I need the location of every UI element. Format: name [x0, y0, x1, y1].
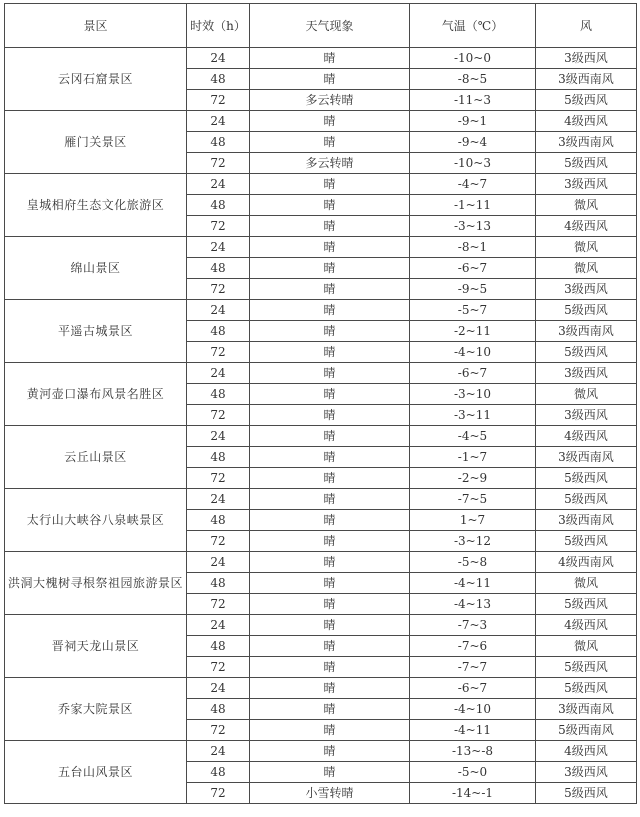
lead-time-cell: 24	[187, 363, 250, 384]
weather-cell: 多云转晴	[250, 153, 410, 174]
wind-cell: 3级西风	[536, 174, 637, 195]
wind-cell: 5级西南风	[536, 720, 637, 741]
lead-time-cell: 24	[187, 741, 250, 762]
lead-time-cell: 48	[187, 447, 250, 468]
lead-time-cell: 48	[187, 510, 250, 531]
wind-cell: 5级西风	[536, 342, 637, 363]
lead-time-cell: 24	[187, 678, 250, 699]
temperature-cell: -1~7	[410, 447, 536, 468]
table-row	[5, 300, 637, 321]
lead-time-cell: 48	[187, 384, 250, 405]
area-name-cell: 太行山大峡谷八泉峡景区	[5, 489, 187, 552]
wind-cell: 4级西风	[536, 216, 637, 237]
weather-cell: 晴	[250, 447, 410, 468]
temperature-cell: -7~3	[410, 615, 536, 636]
temperature-cell: -4~11	[410, 573, 536, 594]
weather-cell: 晴	[250, 300, 410, 321]
temperature-cell: -4~5	[410, 426, 536, 447]
temperature-cell: -4~10	[410, 699, 536, 720]
header-area: 景区	[5, 4, 187, 48]
wind-cell: 3级西南风	[536, 69, 637, 90]
temperature-cell: -14~-1	[410, 783, 536, 804]
weather-cell: 晴	[250, 279, 410, 300]
lead-time-cell: 72	[187, 783, 250, 804]
temperature-cell: -10~3	[410, 153, 536, 174]
lead-time-cell: 48	[187, 258, 250, 279]
weather-cell: 晴	[250, 363, 410, 384]
wind-cell: 3级西风	[536, 363, 637, 384]
lead-time-cell: 24	[187, 237, 250, 258]
weather-cell: 晴	[250, 48, 410, 69]
weather-cell: 晴	[250, 321, 410, 342]
weather-cell: 晴	[250, 657, 410, 678]
wind-cell: 3级西南风	[536, 321, 637, 342]
temperature-cell: -1~11	[410, 195, 536, 216]
area-name-cell: 绵山景区	[5, 237, 187, 300]
header-temperature: 气温（℃）	[410, 4, 536, 48]
area-name-cell: 乔家大院景区	[5, 678, 187, 741]
temperature-cell: -5~8	[410, 552, 536, 573]
weather-cell: 晴	[250, 132, 410, 153]
weather-cell: 多云转晴	[250, 90, 410, 111]
temperature-cell: -6~7	[410, 258, 536, 279]
temperature-cell: -9~4	[410, 132, 536, 153]
lead-time-cell: 24	[187, 300, 250, 321]
lead-time-cell: 48	[187, 573, 250, 594]
wind-cell: 3级西南风	[536, 447, 637, 468]
wind-cell: 3级西南风	[536, 699, 637, 720]
lead-time-cell: 72	[187, 279, 250, 300]
weather-cell: 晴	[250, 174, 410, 195]
temperature-cell: -4~10	[410, 342, 536, 363]
temperature-cell: -9~1	[410, 111, 536, 132]
lead-time-cell: 72	[187, 720, 250, 741]
temperature-cell: -3~10	[410, 384, 536, 405]
weather-cell: 晴	[250, 384, 410, 405]
wind-cell: 3级西南风	[536, 510, 637, 531]
wind-cell: 5级西风	[536, 783, 637, 804]
weather-cell: 小雪转晴	[250, 783, 410, 804]
weather-cell: 晴	[250, 699, 410, 720]
temperature-cell: -7~7	[410, 657, 536, 678]
weather-cell: 晴	[250, 594, 410, 615]
temperature-cell: -7~6	[410, 636, 536, 657]
weather-cell: 晴	[250, 342, 410, 363]
lead-time-cell: 72	[187, 216, 250, 237]
lead-time-cell: 24	[187, 489, 250, 510]
weather-cell: 晴	[250, 489, 410, 510]
lead-time-cell: 48	[187, 69, 250, 90]
temperature-cell: -7~5	[410, 489, 536, 510]
temperature-cell: -13~-8	[410, 741, 536, 762]
temperature-cell: -3~13	[410, 216, 536, 237]
table-row	[5, 741, 637, 762]
temperature-cell: -5~0	[410, 762, 536, 783]
area-name-cell: 洪洞大槐树寻根祭祖园旅游景区	[5, 552, 187, 615]
weather-cell: 晴	[250, 405, 410, 426]
weather-cell: 晴	[250, 741, 410, 762]
area-name-cell: 晋祠天龙山景区	[5, 615, 187, 678]
wind-cell: 5级西风	[536, 531, 637, 552]
weather-cell: 晴	[250, 636, 410, 657]
table-row	[5, 552, 637, 573]
header-row	[5, 4, 637, 48]
weather-cell: 晴	[250, 573, 410, 594]
temperature-cell: -8~5	[410, 69, 536, 90]
area-name-cell: 黄河壶口瀑布风景名胜区	[5, 363, 187, 426]
header-lead-time: 时效（h）	[187, 4, 250, 48]
temperature-cell: -10~0	[410, 48, 536, 69]
wind-cell: 微风	[536, 636, 637, 657]
area-name-cell: 云冈石窟景区	[5, 48, 187, 111]
weather-cell: 晴	[250, 426, 410, 447]
lead-time-cell: 24	[187, 426, 250, 447]
wind-cell: 3级西风	[536, 48, 637, 69]
wind-cell: 微风	[536, 258, 637, 279]
weather-cell: 晴	[250, 258, 410, 279]
weather-cell: 晴	[250, 216, 410, 237]
lead-time-cell: 24	[187, 111, 250, 132]
wind-cell: 3级西风	[536, 762, 637, 783]
weather-cell: 晴	[250, 510, 410, 531]
wind-cell: 5级西风	[536, 657, 637, 678]
wind-cell: 微风	[536, 384, 637, 405]
weather-cell: 晴	[250, 720, 410, 741]
weather-cell: 晴	[250, 552, 410, 573]
header-wind: 风	[536, 4, 637, 48]
lead-time-cell: 72	[187, 531, 250, 552]
header-weather: 天气现象	[250, 4, 410, 48]
temperature-cell: -9~5	[410, 279, 536, 300]
lead-time-cell: 48	[187, 762, 250, 783]
table-row	[5, 678, 637, 699]
table-row	[5, 615, 637, 636]
wind-cell: 5级西风	[536, 468, 637, 489]
temperature-cell: -6~7	[410, 678, 536, 699]
table-row	[5, 426, 637, 447]
weather-cell: 晴	[250, 615, 410, 636]
lead-time-cell: 72	[187, 468, 250, 489]
weather-cell: 晴	[250, 762, 410, 783]
temperature-cell: -3~11	[410, 405, 536, 426]
weather-cell: 晴	[250, 111, 410, 132]
lead-time-cell: 24	[187, 48, 250, 69]
table-row	[5, 237, 637, 258]
lead-time-cell: 72	[187, 405, 250, 426]
wind-cell: 4级西风	[536, 615, 637, 636]
area-name-cell: 云丘山景区	[5, 426, 187, 489]
wind-cell: 微风	[536, 195, 637, 216]
lead-time-cell: 48	[187, 195, 250, 216]
temperature-cell: -5~7	[410, 300, 536, 321]
wind-cell: 4级西南风	[536, 552, 637, 573]
wind-cell: 5级西风	[536, 153, 637, 174]
lead-time-cell: 72	[187, 153, 250, 174]
area-name-cell: 雁门关景区	[5, 111, 187, 174]
wind-cell: 5级西风	[536, 489, 637, 510]
lead-time-cell: 72	[187, 90, 250, 111]
wind-cell: 3级西风	[536, 279, 637, 300]
wind-cell: 5级西风	[536, 90, 637, 111]
table-row	[5, 489, 637, 510]
temperature-cell: -11~3	[410, 90, 536, 111]
wind-cell: 5级西风	[536, 300, 637, 321]
temperature-cell: -4~7	[410, 174, 536, 195]
temperature-cell: -6~7	[410, 363, 536, 384]
lead-time-cell: 72	[187, 657, 250, 678]
wind-cell: 4级西风	[536, 426, 637, 447]
lead-time-cell: 24	[187, 615, 250, 636]
temperature-cell: -3~12	[410, 531, 536, 552]
weather-cell: 晴	[250, 468, 410, 489]
wind-cell: 5级西风	[536, 594, 637, 615]
wind-cell: 3级西风	[536, 405, 637, 426]
weather-cell: 晴	[250, 678, 410, 699]
table-row	[5, 111, 637, 132]
lead-time-cell: 48	[187, 699, 250, 720]
temperature-cell: -4~13	[410, 594, 536, 615]
temperature-cell: 1~7	[410, 510, 536, 531]
wind-cell: 4级西风	[536, 111, 637, 132]
weather-cell: 晴	[250, 237, 410, 258]
lead-time-cell: 48	[187, 636, 250, 657]
lead-time-cell: 48	[187, 321, 250, 342]
lead-time-cell: 72	[187, 342, 250, 363]
area-name-cell: 皇城相府生态文化旅游区	[5, 174, 187, 237]
lead-time-cell: 48	[187, 132, 250, 153]
lead-time-cell: 72	[187, 594, 250, 615]
wind-cell: 3级西南风	[536, 132, 637, 153]
forecast-table	[4, 3, 637, 804]
wind-cell: 4级西风	[536, 741, 637, 762]
weather-cell: 晴	[250, 195, 410, 216]
weather-cell: 晴	[250, 69, 410, 90]
area-name-cell: 五台山风景区	[5, 741, 187, 804]
wind-cell: 微风	[536, 573, 637, 594]
temperature-cell: -4~11	[410, 720, 536, 741]
lead-time-cell: 24	[187, 552, 250, 573]
table-row	[5, 48, 637, 69]
temperature-cell: -2~11	[410, 321, 536, 342]
lead-time-cell: 24	[187, 174, 250, 195]
table-row	[5, 363, 637, 384]
temperature-cell: -8~1	[410, 237, 536, 258]
table-row	[5, 174, 637, 195]
weather-cell: 晴	[250, 531, 410, 552]
wind-cell: 5级西风	[536, 678, 637, 699]
wind-cell: 微风	[536, 237, 637, 258]
area-name-cell: 平遥古城景区	[5, 300, 187, 363]
temperature-cell: -2~9	[410, 468, 536, 489]
